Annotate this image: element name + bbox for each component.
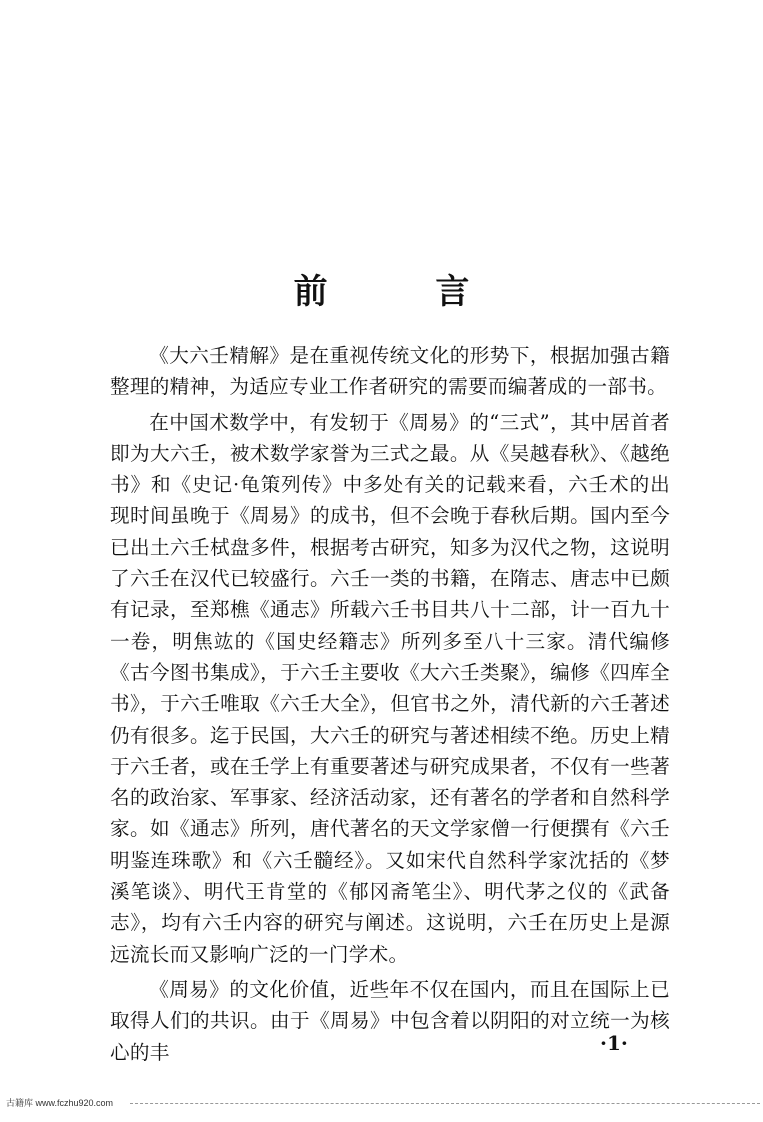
paragraph: 《周易》的文化价值，近些年不仅在国内，而且在国际上已取得人们的共识。由于《周易》中包含着以阴阳的对立统一为核心的丰 <box>110 977 670 1064</box>
footer-divider <box>130 1103 760 1104</box>
page-number: ·1· <box>600 1031 628 1055</box>
paragraph: 《大六壬精解》是在重视传统文化的形势下，根据加强古籍整理的精神，为适应专业工作者研究的需要而编著成的一部书。 <box>110 344 670 399</box>
paragraph: 在中国术数学中，有发轫于《周易》的“三式”，其中居首者即为大六壬，被术数学家誉为三式之最。从《吴越春秋》、《越绝书》和《史记·龟策列传》中多处有关的记载来看，六壬术的出现时间虽晚于《周易》的成书，但不会晚于春秋后期。国内至今已出土六壬栻盘多件，根据考古研究，知多为汉代之物，这说明了六壬在汉代已较盛行。六壬一类的书籍，在隋志、唐志中已颇有记录，至郑樵《通志》所载六壬书目共八十二部，计一百九十一卷，明焦竑的《国史经籍志》所列多至八十三家。清代编修《古今图书集成》，于六壬主要收《大六壬类聚》，编修《四库全书》，于六壬唯取《六壬大全》，但官书之外，清代新的六壬著述仍有很多。迄于民国，大六壬的研究与著述相续不绝。历史上精于六壬者，或在壬学上有重要著述与研究成果者，不仅有一些著名的政治家、军事家、经济活动家，还有著名的学者和自然科学家。如《通志》所列，唐代著名的天文学家僧一行便撰有《六壬明鉴连珠歌》和《六壬髓经》。又如宋代自然科学家沈括的《梦溪笔谈》、明代王肯堂的《郁冈斋笔尘》、明代茅之仪的《武备志》，均有六壬内容的研究与阐述。这说明，六壬在历史上是源远流长而又影响广泛的一门学术。 <box>110 410 670 966</box>
page-title: 前 言 <box>293 272 518 312</box>
preface-body <box>110 340 670 1072</box>
footer-watermark: 古籍库 www.fczhu920.com <box>6 1098 114 1108</box>
